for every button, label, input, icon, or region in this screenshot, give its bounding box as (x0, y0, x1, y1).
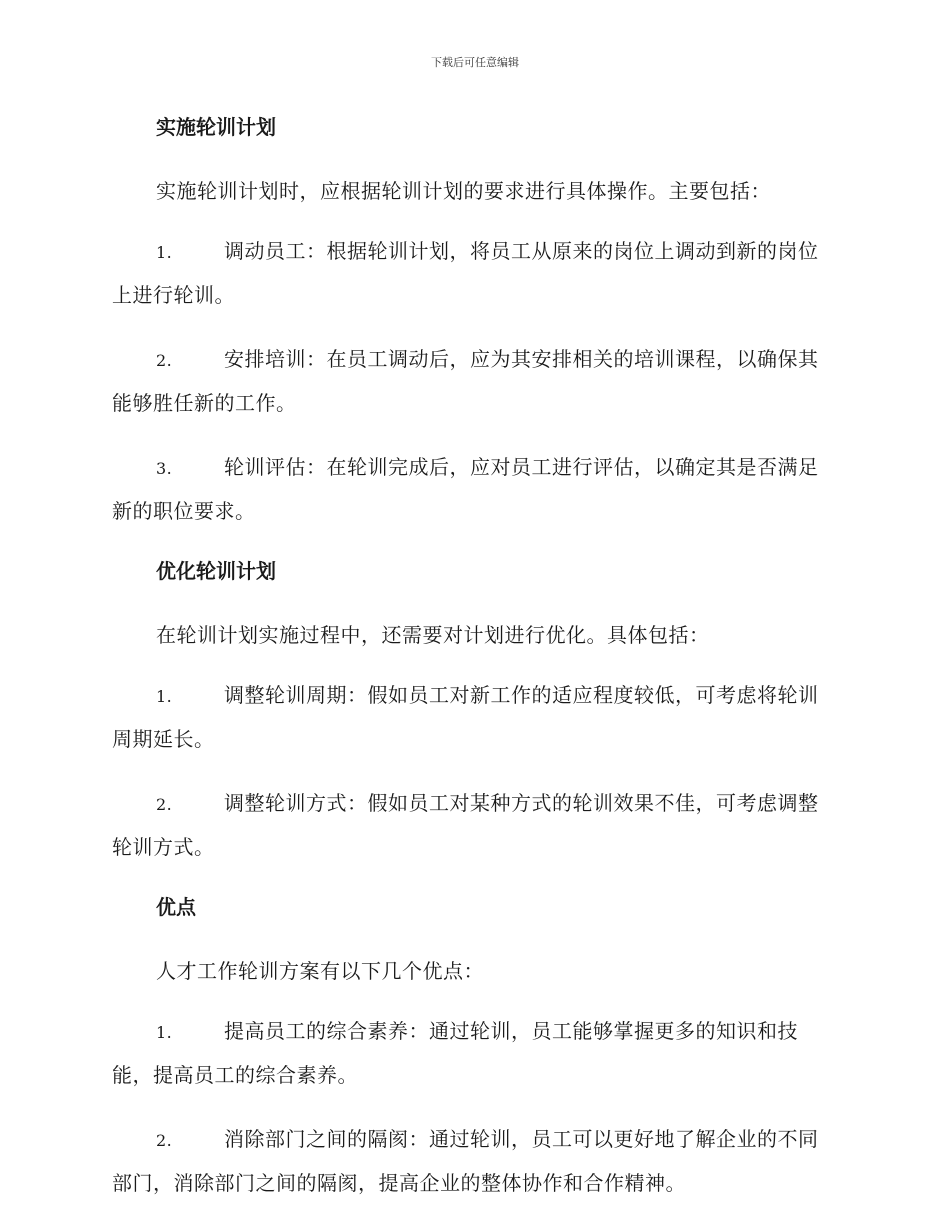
list-number: 3. (156, 459, 173, 478)
list-number: 1. (156, 687, 173, 706)
section-heading: 优点 (156, 895, 196, 919)
list-item (112, 1010, 838, 1096)
list-item (112, 782, 838, 868)
list-item (112, 1118, 838, 1204)
list-text: 提高员工的综合素养：通过轮训，员工能够掌握更多的知识和技能，提高员工的综合素养。 (112, 1019, 798, 1087)
section-intro: 在轮训计划实施过程中，还需要对计划进行优化。具体包括： (156, 623, 710, 647)
list-item (112, 446, 838, 532)
list-number: 1. (156, 1023, 173, 1042)
list-item (112, 230, 838, 316)
list-item (112, 338, 838, 424)
list-text: 调整轮训方式：假如员工对某种方式的轮训效果不佳，可考虑调整轮训方式。 (112, 791, 819, 859)
list-text: 安排培训：在员工调动后，应为其安排相关的培训课程，以确保其能够胜任新的工作。 (112, 347, 819, 415)
list-number: 2. (156, 1131, 173, 1150)
section-intro: 人才工作轮训方案有以下几个优点： (156, 959, 484, 983)
document-body (112, 110, 838, 1226)
list-item (112, 674, 838, 760)
list-number: 2. (156, 795, 173, 814)
section-intro: 实施轮训计划时，应根据轮训计划的要求进行具体操作。主要包括： (156, 179, 771, 203)
list-text: 轮训评估：在轮训完成后，应对员工进行评估，以确定其是否满足新的职位要求。 (112, 455, 819, 523)
section-heading: 优化轮训计划 (156, 559, 276, 583)
list-number: 2. (156, 351, 173, 370)
section-heading: 实施轮训计划 (156, 115, 276, 139)
list-text: 调整轮训周期：假如员工对新工作的适应程度较低，可考虑将轮训周期延长。 (112, 683, 819, 751)
page-header: 下载后可任意编辑 (431, 56, 519, 69)
list-number: 1. (156, 243, 173, 262)
list-text: 消除部门之间的隔阂：通过轮训，员工可以更好地了解企业的不同部门，消除部门之间的隔阂，提高企业的整体协作和合作精神。 (112, 1127, 819, 1195)
list-text: 调动员工：根据轮训计划，将员工从原来的岗位上调动到新的岗位上进行轮训。 (112, 239, 819, 307)
